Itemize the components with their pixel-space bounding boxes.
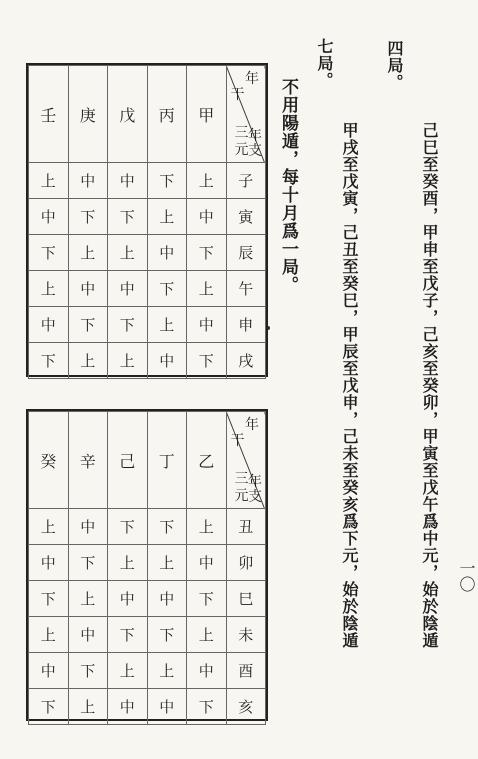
cell: 上: [68, 343, 108, 379]
cell: 中: [187, 545, 227, 581]
cell: 上: [147, 199, 187, 235]
header-cell: 辛: [68, 412, 108, 509]
cell: 中: [68, 509, 108, 545]
text-column-1: 己巳至癸酉，甲申至戊子，己亥至癸卯，甲寅至戊午爲中元，始於陰遁: [420, 122, 439, 649]
cell: 下: [68, 545, 108, 581]
cell: 下: [29, 689, 69, 725]
cell: 下: [187, 581, 227, 617]
cell: 下: [187, 689, 227, 725]
cell: 中: [29, 199, 69, 235]
cell: 下: [187, 235, 227, 271]
text-column-4: 七局。: [315, 38, 334, 89]
table-row: [29, 509, 266, 545]
cell: 上: [29, 271, 69, 307]
corner-zhi: 支: [248, 489, 262, 505]
cell: 下: [68, 307, 108, 343]
cell: 中: [108, 271, 148, 307]
corner-gan: 干: [230, 87, 245, 103]
cell: 中: [29, 307, 69, 343]
top-table: [26, 63, 268, 377]
cell: 中: [68, 163, 108, 199]
cell: 中: [147, 343, 187, 379]
table-row: [29, 689, 266, 725]
cell: 中: [187, 199, 227, 235]
cell: 上: [108, 653, 148, 689]
cell: 上: [29, 163, 69, 199]
cell: 上: [187, 509, 227, 545]
cell: 下: [108, 509, 148, 545]
text-column-2: 四局。: [385, 40, 404, 91]
table-row: [29, 163, 266, 199]
branch-cell: 酉: [226, 653, 266, 689]
header-cell: 癸: [29, 412, 69, 509]
cell: 上: [147, 653, 187, 689]
cell: 中: [108, 689, 148, 725]
cell: 下: [147, 509, 187, 545]
corner-san: 三: [234, 471, 249, 487]
cell: 中: [68, 271, 108, 307]
cell: 中: [147, 581, 187, 617]
cell: 上: [187, 271, 227, 307]
cell: 中: [187, 653, 227, 689]
cell: 上: [147, 307, 187, 343]
cell: 上: [108, 235, 148, 271]
cell: 下: [29, 343, 69, 379]
cell: 上: [68, 235, 108, 271]
header-cell: 戊: [108, 66, 148, 163]
corner-yuan: 元: [234, 142, 249, 158]
cell: 下: [147, 617, 187, 653]
cell: 上: [108, 343, 148, 379]
header-cell: 己: [108, 412, 148, 509]
cell: 下: [29, 581, 69, 617]
corner-cell: [226, 412, 266, 509]
cell: 中: [187, 307, 227, 343]
corner-nian: 年: [248, 128, 262, 144]
branch-cell: 子: [226, 163, 266, 199]
page-number: 一〇: [457, 560, 476, 592]
branch-cell: 申: [226, 307, 266, 343]
text-column-5: 不用陽遁，每十月爲一局。: [278, 78, 298, 294]
table-row: [29, 199, 266, 235]
branch-cell: 巳: [226, 581, 266, 617]
cell: 上: [29, 617, 69, 653]
cell: 下: [108, 617, 148, 653]
branch-cell: 丑: [226, 509, 266, 545]
table-row: [29, 653, 266, 689]
corner-nian: 年: [248, 474, 262, 490]
cell: 上: [68, 581, 108, 617]
header-cell: 甲: [187, 66, 227, 163]
header-cell: 丁: [147, 412, 187, 509]
branch-cell: 辰: [226, 235, 266, 271]
branch-cell: 亥: [226, 689, 266, 725]
cell: 中: [147, 235, 187, 271]
cell: 上: [147, 545, 187, 581]
cell: 上: [187, 617, 227, 653]
cell: 下: [68, 653, 108, 689]
stem-branch-table-top: [28, 65, 266, 379]
text-column-3: 甲戌至戊寅，己丑至癸巳，甲辰至戊申，己未至癸亥爲下元，始於陰遁: [340, 122, 359, 649]
header-cell: 庚: [68, 66, 108, 163]
table-row: [29, 307, 266, 343]
cell: 下: [108, 199, 148, 235]
cell: 下: [68, 199, 108, 235]
cell: 中: [29, 545, 69, 581]
header-cell: 丙: [147, 66, 187, 163]
branch-cell: 未: [226, 617, 266, 653]
cell: 下: [147, 271, 187, 307]
cell: 上: [108, 545, 148, 581]
corner-san: 三: [234, 125, 249, 141]
cell: 下: [108, 307, 148, 343]
corner-gan: 干: [230, 433, 245, 449]
table-row: [29, 343, 266, 379]
corner-cell: [226, 66, 266, 163]
cell: 中: [108, 581, 148, 617]
table-row: [29, 545, 266, 581]
corner-year-top: 年: [245, 417, 259, 433]
cell: 下: [147, 163, 187, 199]
corner-zhi: 支: [248, 143, 262, 159]
cell: 中: [147, 689, 187, 725]
branch-cell: 寅: [226, 199, 266, 235]
cell: 上: [29, 509, 69, 545]
stem-branch-table-bottom: [28, 411, 266, 725]
cell: 上: [187, 163, 227, 199]
cell: 下: [187, 343, 227, 379]
table-row: [29, 617, 266, 653]
corner-year-top: 年: [245, 71, 259, 87]
branch-cell: 戌: [226, 343, 266, 379]
cell: 中: [68, 617, 108, 653]
cell: 中: [29, 653, 69, 689]
table-row: [29, 235, 266, 271]
branch-cell: 午: [226, 271, 266, 307]
cell: 中: [108, 163, 148, 199]
cell: 下: [29, 235, 69, 271]
corner-yuan: 元: [234, 488, 249, 504]
header-cell: 乙: [187, 412, 227, 509]
table-row: [29, 581, 266, 617]
header-cell: 壬: [29, 66, 69, 163]
table-row: [29, 271, 266, 307]
bottom-table: [26, 409, 268, 721]
branch-cell: 卯: [226, 545, 266, 581]
cell: 上: [68, 689, 108, 725]
